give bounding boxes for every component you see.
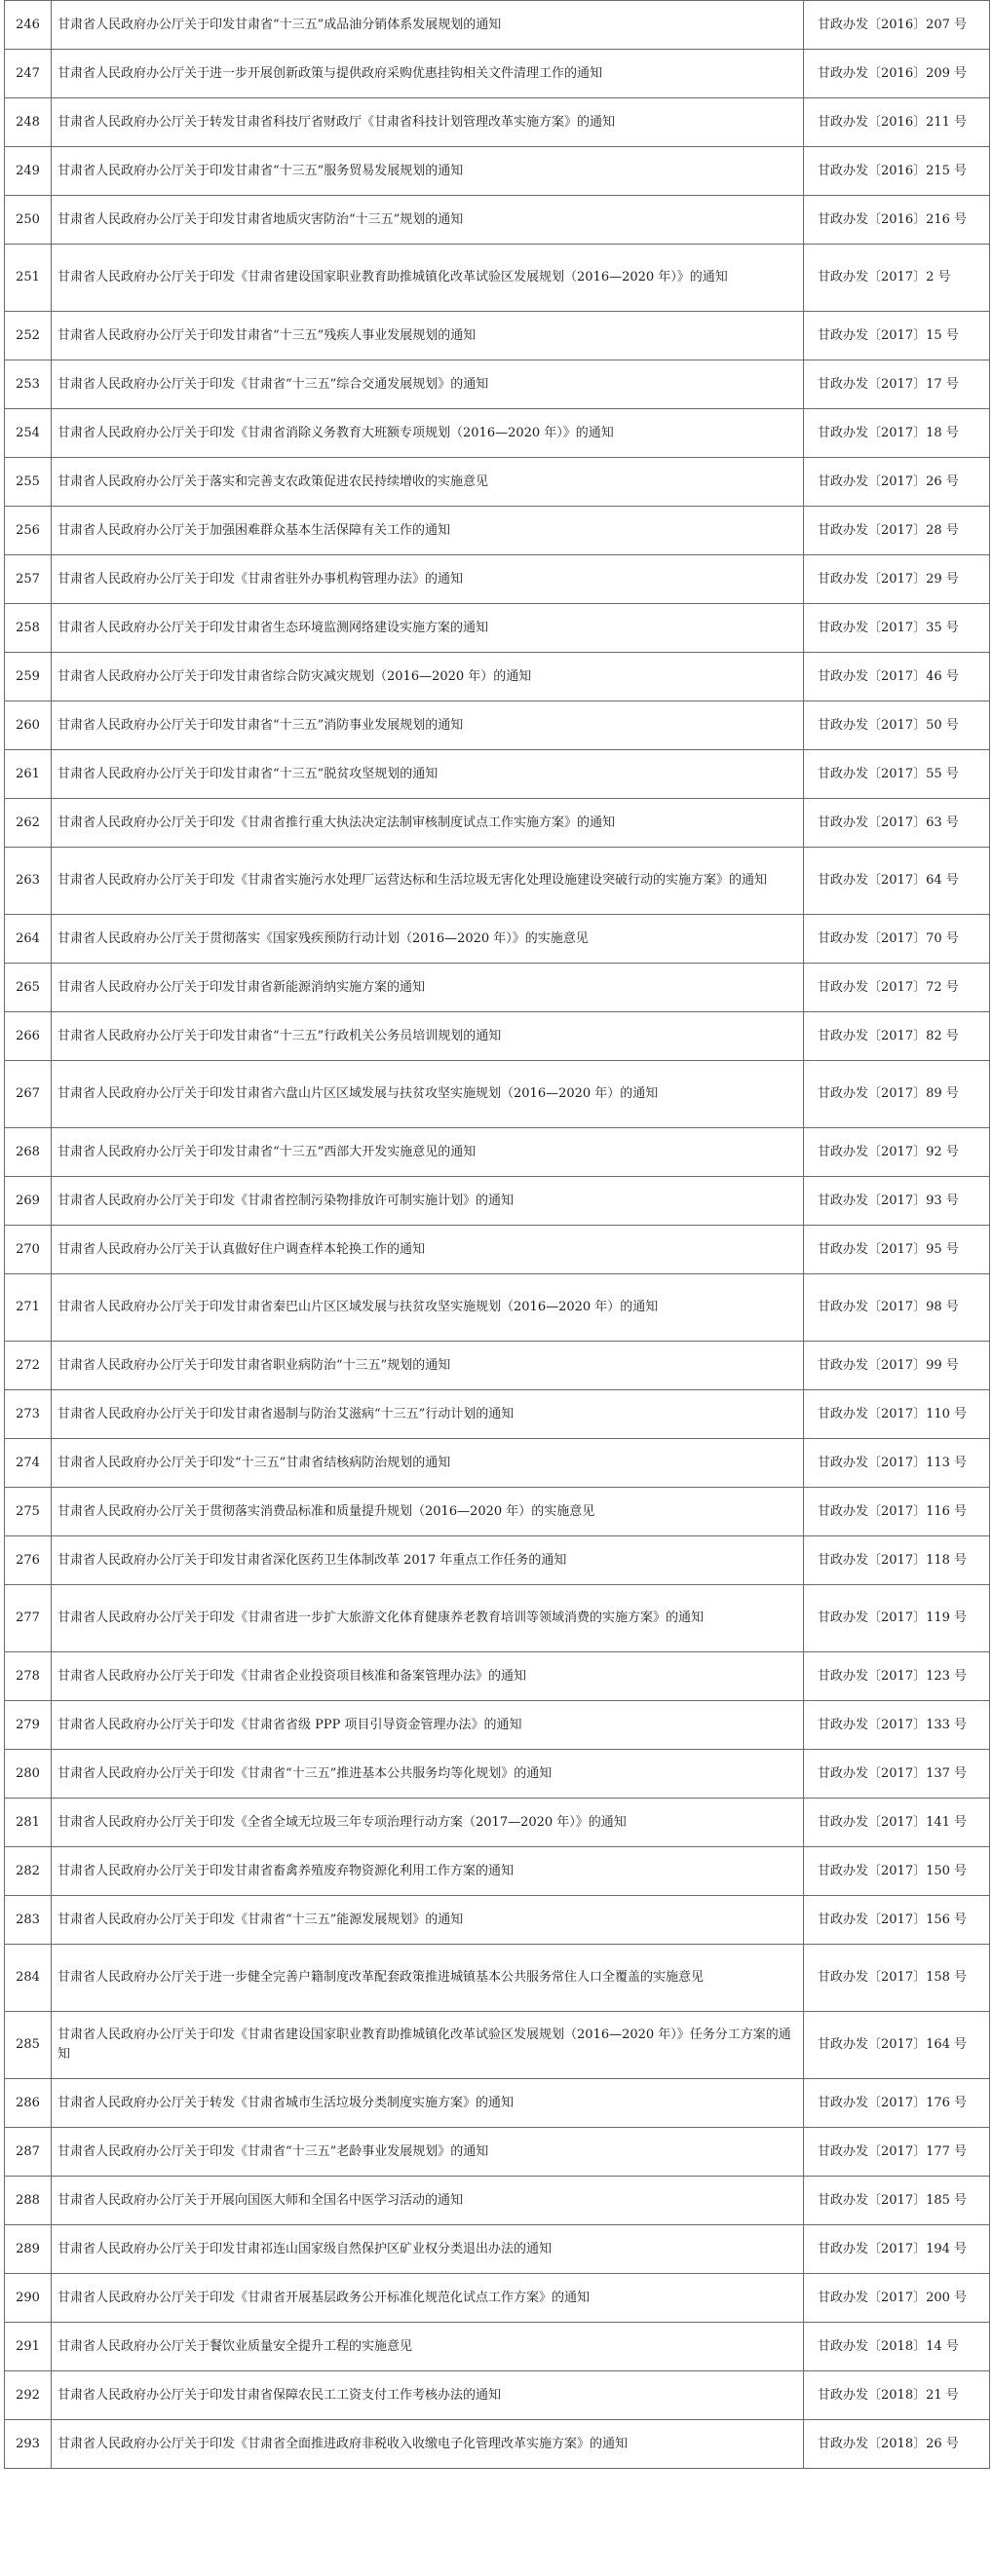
table-row: [5, 50, 990, 98]
document-title: 甘肃省人民政府办公厅关于印发《甘肃省“十三五”老龄事业发展规划》的通知: [52, 2128, 804, 2177]
document-number: 甘政办发〔2017〕28 号: [804, 507, 990, 555]
table-row: [5, 2274, 990, 2323]
table-row: [5, 2225, 990, 2274]
document-title: 甘肃省人民政府办公厅关于印发甘肃省“十三五”残疾人事业发展规划的通知: [52, 312, 804, 360]
document-title: 甘肃省人民政府办公厅关于印发《甘肃省建设国家职业教育助推城镇化改革试验区发展规划（2016—2020 年）》任务分工方案的通知: [52, 2012, 804, 2079]
document-number: 甘政办发〔2017〕116 号: [804, 1488, 990, 1536]
document-title: 甘肃省人民政府办公厅关于印发《甘肃省控制污染物排放许可制实施计划》的通知: [52, 1177, 804, 1226]
row-number: 291: [5, 2323, 52, 2371]
row-number: 259: [5, 653, 52, 701]
table-row: [5, 98, 990, 147]
table-row: [5, 1, 990, 50]
document-number: 甘政办发〔2017〕46 号: [804, 653, 990, 701]
row-number: 260: [5, 701, 52, 750]
document-number: 甘政办发〔2018〕21 号: [804, 2371, 990, 2420]
document-title: 甘肃省人民政府办公厅关于印发甘肃省六盘山片区区域发展与扶贫攻坚实施规划（2016—2020 年）的通知: [52, 1061, 804, 1128]
document-title: 甘肃省人民政府办公厅关于开展向国医大师和全国名中医学习活动的通知: [52, 2177, 804, 2225]
row-number: 293: [5, 2420, 52, 2469]
row-number: 251: [5, 245, 52, 312]
document-title: 甘肃省人民政府办公厅关于印发甘肃省新能源消纳实施方案的通知: [52, 964, 804, 1012]
table-row: [5, 2079, 990, 2128]
document-number: 甘政办发〔2017〕99 号: [804, 1342, 990, 1390]
document-number: 甘政办发〔2017〕156 号: [804, 1896, 990, 1945]
table-row: [5, 799, 990, 848]
document-number: 甘政办发〔2017〕35 号: [804, 604, 990, 653]
document-number: 甘政办发〔2017〕82 号: [804, 1012, 990, 1061]
row-number: 248: [5, 98, 52, 147]
document-title: 甘肃省人民政府办公厅关于转发甘肃省科技厅省财政厅《甘肃省科技计划管理改革实施方案》的通知: [52, 98, 804, 147]
document-number: 甘政办发〔2018〕14 号: [804, 2323, 990, 2371]
document-title: 甘肃省人民政府办公厅关于进一步健全完善户籍制度改革配套政策推进城镇基本公共服务常住人口全覆盖的实施意见: [52, 1945, 804, 2012]
document-number: 甘政办发〔2017〕123 号: [804, 1652, 990, 1701]
table-row: [5, 2323, 990, 2371]
row-number: 255: [5, 458, 52, 507]
document-number: 甘政办发〔2017〕2 号: [804, 245, 990, 312]
document-title: 甘肃省人民政府办公厅关于印发《甘肃省全面推进政府非税收入收缴电子化管理改革实施方案》的通知: [52, 2420, 804, 2469]
document-number: 甘政办发〔2017〕72 号: [804, 964, 990, 1012]
row-number: 266: [5, 1012, 52, 1061]
table-row: [5, 1799, 990, 1847]
table-row: [5, 750, 990, 799]
row-number: 267: [5, 1061, 52, 1128]
row-number: 269: [5, 1177, 52, 1226]
document-number: 甘政办发〔2017〕177 号: [804, 2128, 990, 2177]
document-number: 甘政办发〔2016〕209 号: [804, 50, 990, 98]
table-row: [5, 964, 990, 1012]
table-row: [5, 1439, 990, 1488]
row-number: 263: [5, 848, 52, 915]
document-number: 甘政办发〔2017〕194 号: [804, 2225, 990, 2274]
document-title: 甘肃省人民政府办公厅关于印发《甘肃省推行重大执法决定法制审核制度试点工作实施方案》的通知: [52, 799, 804, 848]
row-number: 258: [5, 604, 52, 653]
table-row: [5, 1701, 990, 1750]
document-number: 甘政办发〔2017〕55 号: [804, 750, 990, 799]
document-title: 甘肃省人民政府办公厅关于印发《甘肃省驻外办事机构管理办法》的通知: [52, 555, 804, 604]
row-number: 250: [5, 196, 52, 245]
document-number: 甘政办发〔2017〕200 号: [804, 2274, 990, 2323]
document-title: 甘肃省人民政府办公厅关于印发甘肃省遏制与防治艾滋病“十三五”行动计划的通知: [52, 1390, 804, 1439]
document-title: 甘肃省人民政府办公厅关于印发《甘肃省省级 PPP 项目引导资金管理办法》的通知: [52, 1701, 804, 1750]
document-number: 甘政办发〔2017〕158 号: [804, 1945, 990, 2012]
document-number: 甘政办发〔2017〕18 号: [804, 409, 990, 458]
document-title: 甘肃省人民政府办公厅关于印发《全省全域无垃圾三年专项治理行动方案（2017—2020 年）》的通知: [52, 1799, 804, 1847]
document-number: 甘政办发〔2017〕63 号: [804, 799, 990, 848]
table-row: [5, 458, 990, 507]
document-number: 甘政办发〔2017〕26 号: [804, 458, 990, 507]
table-row: [5, 1585, 990, 1652]
table-row: [5, 1652, 990, 1701]
document-number: 甘政办发〔2017〕185 号: [804, 2177, 990, 2225]
row-number: 283: [5, 1896, 52, 1945]
table-row: [5, 1488, 990, 1536]
document-title: 甘肃省人民政府办公厅关于印发甘肃省秦巴山片区区域发展与扶贫攻坚实施规划（2016—2020 年）的通知: [52, 1274, 804, 1342]
table-row: [5, 1847, 990, 1896]
document-title: 甘肃省人民政府办公厅关于印发甘肃省地质灾害防治“十三五”规划的通知: [52, 196, 804, 245]
document-number: 甘政办发〔2017〕137 号: [804, 1750, 990, 1799]
table-row: [5, 1896, 990, 1945]
table-row: [5, 1128, 990, 1177]
table-row: [5, 1012, 990, 1061]
document-number: 甘政办发〔2017〕141 号: [804, 1799, 990, 1847]
row-number: 282: [5, 1847, 52, 1896]
row-number: 249: [5, 147, 52, 196]
table-row: [5, 312, 990, 360]
document-title: 甘肃省人民政府办公厅关于印发《甘肃省“十三五”推进基本公共服务均等化规划》的通知: [52, 1750, 804, 1799]
document-title: 甘肃省人民政府办公厅关于印发《甘肃省进一步扩大旅游文化体育健康养老教育培训等领域消费的实施方案》的通知: [52, 1585, 804, 1652]
table-row: [5, 1536, 990, 1585]
row-number: 292: [5, 2371, 52, 2420]
row-number: 264: [5, 915, 52, 964]
row-number: 253: [5, 360, 52, 409]
table-row: [5, 360, 990, 409]
row-number: 287: [5, 2128, 52, 2177]
document-title: 甘肃省人民政府办公厅关于印发甘肃省“十三五”脱贫攻坚规划的通知: [52, 750, 804, 799]
table-row: [5, 1342, 990, 1390]
document-title: 甘肃省人民政府办公厅关于餐饮业质量安全提升工程的实施意见: [52, 2323, 804, 2371]
table-row: [5, 2420, 990, 2469]
document-number: 甘政办发〔2017〕113 号: [804, 1439, 990, 1488]
table-row: [5, 1750, 990, 1799]
document-number: 甘政办发〔2017〕133 号: [804, 1701, 990, 1750]
document-number: 甘政办发〔2017〕92 号: [804, 1128, 990, 1177]
row-number: 247: [5, 50, 52, 98]
document-number: 甘政办发〔2017〕119 号: [804, 1585, 990, 1652]
document-title: 甘肃省人民政府办公厅关于认真做好住户调查样本轮换工作的通知: [52, 1226, 804, 1274]
document-title: 甘肃省人民政府办公厅关于印发《甘肃省企业投资项目核准和备案管理办法》的通知: [52, 1652, 804, 1701]
document-number: 甘政办发〔2016〕216 号: [804, 196, 990, 245]
table-row: [5, 2371, 990, 2420]
document-number: 甘政办发〔2017〕164 号: [804, 2012, 990, 2079]
table-row: [5, 409, 990, 458]
document-title: 甘肃省人民政府办公厅关于印发《甘肃省建设国家职业教育助推城镇化改革试验区发展规划（2016—2020 年）》的通知: [52, 245, 804, 312]
document-title: 甘肃省人民政府办公厅关于印发甘肃省深化医药卫生体制改革 2017 年重点工作任务的通知: [52, 1536, 804, 1585]
row-number: 276: [5, 1536, 52, 1585]
document-title: 甘肃省人民政府办公厅关于印发甘肃省保障农民工工资支付工作考核办法的通知: [52, 2371, 804, 2420]
document-title: 甘肃省人民政府办公厅关于印发甘肃省畜禽养殖废弃物资源化利用工作方案的通知: [52, 1847, 804, 1896]
row-number: 262: [5, 799, 52, 848]
document-number: 甘政办发〔2017〕17 号: [804, 360, 990, 409]
row-number: 281: [5, 1799, 52, 1847]
document-number: 甘政办发〔2017〕70 号: [804, 915, 990, 964]
row-number: 268: [5, 1128, 52, 1177]
document-title: 甘肃省人民政府办公厅关于印发甘肃省“十三五”消防事业发展规划的通知: [52, 701, 804, 750]
document-number: 甘政办发〔2017〕95 号: [804, 1226, 990, 1274]
document-title: 甘肃省人民政府办公厅关于转发《甘肃省城市生活垃圾分类制度实施方案》的通知: [52, 2079, 804, 2128]
document-title: 甘肃省人民政府办公厅关于贯彻落实《国家残疾预防行动计划（2016—2020 年）》的实施意见: [52, 915, 804, 964]
document-list-table: [4, 0, 990, 2469]
document-title: 甘肃省人民政府办公厅关于印发甘肃省生态环境监测网络建设实施方案的通知: [52, 604, 804, 653]
document-number: 甘政办发〔2017〕15 号: [804, 312, 990, 360]
row-number: 256: [5, 507, 52, 555]
row-number: 270: [5, 1226, 52, 1274]
row-number: 246: [5, 1, 52, 50]
document-title: 甘肃省人民政府办公厅关于落实和完善支农政策促进农民持续增收的实施意见: [52, 458, 804, 507]
row-number: 288: [5, 2177, 52, 2225]
document-title: 甘肃省人民政府办公厅关于印发《甘肃省开展基层政务公开标准化规范化试点工作方案》的通知: [52, 2274, 804, 2323]
row-number: 280: [5, 1750, 52, 1799]
document-title: 甘肃省人民政府办公厅关于印发甘肃省“十三五”行政机关公务员培训规划的通知: [52, 1012, 804, 1061]
table-row: [5, 1177, 990, 1226]
table-row: [5, 701, 990, 750]
table-row: [5, 147, 990, 196]
document-title: 甘肃省人民政府办公厅关于贯彻落实消费品标准和质量提升规划（2016—2020 年）的实施意见: [52, 1488, 804, 1536]
table-row: [5, 2128, 990, 2177]
row-number: 286: [5, 2079, 52, 2128]
table-row: [5, 604, 990, 653]
table-row: [5, 653, 990, 701]
row-number: 254: [5, 409, 52, 458]
document-number: 甘政办发〔2017〕118 号: [804, 1536, 990, 1585]
document-number: 甘政办发〔2017〕64 号: [804, 848, 990, 915]
row-number: 274: [5, 1439, 52, 1488]
row-number: 289: [5, 2225, 52, 2274]
document-title: 甘肃省人民政府办公厅关于印发甘肃省“十三五”成品油分销体系发展规划的通知: [52, 1, 804, 50]
document-number: 甘政办发〔2017〕150 号: [804, 1847, 990, 1896]
table-row: [5, 915, 990, 964]
table-row: [5, 196, 990, 245]
document-number: 甘政办发〔2017〕89 号: [804, 1061, 990, 1128]
row-number: 271: [5, 1274, 52, 1342]
row-number: 279: [5, 1701, 52, 1750]
table-row: [5, 555, 990, 604]
table-row: [5, 1390, 990, 1439]
document-number: 甘政办发〔2016〕215 号: [804, 147, 990, 196]
row-number: 265: [5, 964, 52, 1012]
document-number: 甘政办发〔2018〕26 号: [804, 2420, 990, 2469]
document-number: 甘政办发〔2017〕29 号: [804, 555, 990, 604]
row-number: 290: [5, 2274, 52, 2323]
document-title: 甘肃省人民政府办公厅关于印发《甘肃省消除义务教育大班额专项规划（2016—2020 年）》的通知: [52, 409, 804, 458]
document-title: 甘肃省人民政府办公厅关于进一步开展创新政策与提供政府采购优惠挂钩相关文件清理工作的通知: [52, 50, 804, 98]
document-number: 甘政办发〔2017〕50 号: [804, 701, 990, 750]
document-title: 甘肃省人民政府办公厅关于印发《甘肃省实施污水处理厂运营达标和生活垃圾无害化处理设施建设突破行动的实施方案》的通知: [52, 848, 804, 915]
table-row: [5, 1945, 990, 2012]
document-number: 甘政办发〔2017〕176 号: [804, 2079, 990, 2128]
document-title: 甘肃省人民政府办公厅关于印发《甘肃省“十三五”综合交通发展规划》的通知: [52, 360, 804, 409]
row-number: 261: [5, 750, 52, 799]
table-row: [5, 2012, 990, 2079]
row-number: 277: [5, 1585, 52, 1652]
table-row: [5, 2177, 990, 2225]
document-number: 甘政办发〔2017〕98 号: [804, 1274, 990, 1342]
document-title: 甘肃省人民政府办公厅关于印发甘肃省“十三五”西部大开发实施意见的通知: [52, 1128, 804, 1177]
document-title: 甘肃省人民政府办公厅关于印发《甘肃省“十三五”能源发展规划》的通知: [52, 1896, 804, 1945]
row-number: 278: [5, 1652, 52, 1701]
row-number: 275: [5, 1488, 52, 1536]
row-number: 285: [5, 2012, 52, 2079]
document-title: 甘肃省人民政府办公厅关于印发甘肃省综合防灾减灾规划（2016—2020 年）的通知: [52, 653, 804, 701]
document-title: 甘肃省人民政府办公厅关于印发甘肃祁连山国家级自然保护区矿业权分类退出办法的通知: [52, 2225, 804, 2274]
table-row: [5, 1061, 990, 1128]
row-number: 252: [5, 312, 52, 360]
row-number: 272: [5, 1342, 52, 1390]
document-number: 甘政办发〔2016〕211 号: [804, 98, 990, 147]
document-title: 甘肃省人民政府办公厅关于印发甘肃省职业病防治“十三五”规划的通知: [52, 1342, 804, 1390]
document-number: 甘政办发〔2016〕207 号: [804, 1, 990, 50]
document-title: 甘肃省人民政府办公厅关于加强困难群众基本生活保障有关工作的通知: [52, 507, 804, 555]
document-number: 甘政办发〔2017〕93 号: [804, 1177, 990, 1226]
row-number: 284: [5, 1945, 52, 2012]
document-title: 甘肃省人民政府办公厅关于印发“十三五”甘肃省结核病防治规划的通知: [52, 1439, 804, 1488]
document-number: 甘政办发〔2017〕110 号: [804, 1390, 990, 1439]
table-row: [5, 507, 990, 555]
row-number: 273: [5, 1390, 52, 1439]
table-row: [5, 1274, 990, 1342]
table-row: [5, 245, 990, 312]
document-title: 甘肃省人民政府办公厅关于印发甘肃省“十三五”服务贸易发展规划的通知: [52, 147, 804, 196]
table-row: [5, 1226, 990, 1274]
document-list-body: [5, 1, 990, 2469]
table-row: [5, 848, 990, 915]
row-number: 257: [5, 555, 52, 604]
